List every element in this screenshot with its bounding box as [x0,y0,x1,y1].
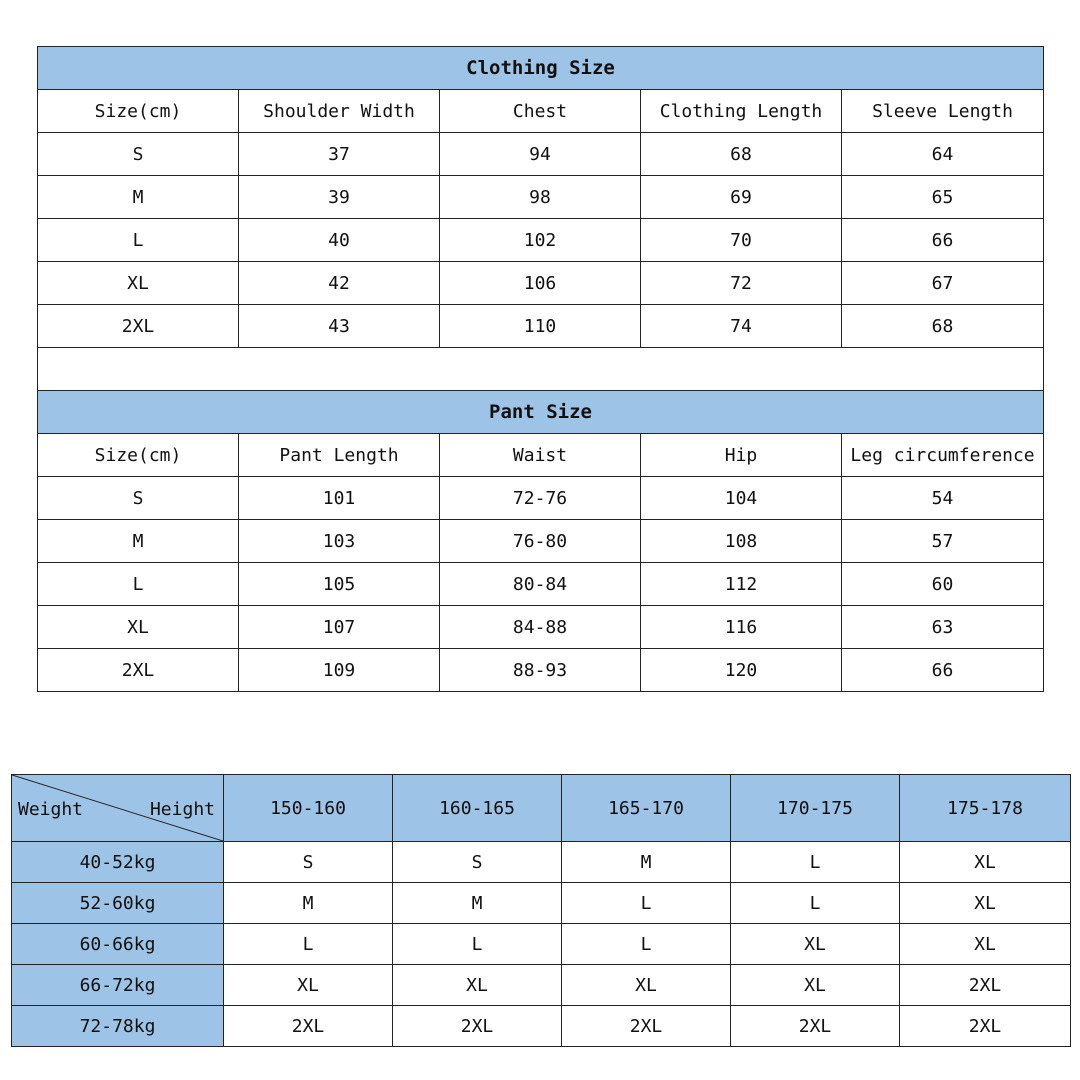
recommended-size-cell: 2XL [393,1006,562,1047]
recommended-size-cell: XL [900,842,1071,883]
clothing-size-header-row [38,90,1044,133]
clothing-size-cell: S [38,133,239,176]
clothing-size-cell: 66 [842,219,1044,262]
weight-range-cell: 40-52kg [12,842,224,883]
pant-size-cell: 80-84 [440,563,641,606]
pant-size-title: Pant Size [38,391,1044,434]
pant-size-cell: 112 [641,563,842,606]
clothing-size-cell: 98 [440,176,641,219]
table-row [12,883,1071,924]
clothing-size-column-header: Sleeve Length [842,90,1044,133]
recommended-size-cell: L [562,883,731,924]
height-header-row [12,775,1071,842]
table-row [38,606,1044,649]
recommended-size-cell: 2XL [900,965,1071,1006]
pant-size-cell: 66 [842,649,1044,692]
height-range-header: 165-170 [562,775,731,842]
pant-size-cell: 107 [239,606,440,649]
table-row [38,477,1044,520]
height-range-header: 175-178 [900,775,1071,842]
spacer-cell [38,348,1044,391]
pant-size-cell: 104 [641,477,842,520]
pant-size-cell: M [38,520,239,563]
weight-height-corner [12,775,224,842]
pant-size-cell: 84-88 [440,606,641,649]
recommended-size-cell: 2XL [224,1006,393,1047]
pant-size-cell: 72-76 [440,477,641,520]
table-row [38,520,1044,563]
recommended-size-cell: XL [731,924,900,965]
recommended-size-cell: XL [900,883,1071,924]
weight-range-cell: 66-72kg [12,965,224,1006]
table-row [38,133,1044,176]
clothing-size-cell: L [38,219,239,262]
clothing-size-cell: 43 [239,305,440,348]
pant-size-cell: 108 [641,520,842,563]
table-row [12,1006,1071,1047]
clothing-size-column-header: Size(cm) [38,90,239,133]
recommended-size-cell: 2XL [900,1006,1071,1047]
clothing-size-cell: 40 [239,219,440,262]
recommended-size-cell: M [224,883,393,924]
weight-label: Weight [18,799,84,820]
height-range-header: 170-175 [731,775,900,842]
recommended-size-cell: XL [900,924,1071,965]
clothing-size-cell: 70 [641,219,842,262]
pant-size-cell: 54 [842,477,1044,520]
size-chart-table [37,46,1044,692]
recommended-size-cell: L [393,924,562,965]
pant-size-cell: 120 [641,649,842,692]
pant-size-title-row [38,391,1044,434]
pant-size-cell: 105 [239,563,440,606]
table-row [38,176,1044,219]
recommended-size-cell: XL [393,965,562,1006]
weight-range-cell: 60-66kg [12,924,224,965]
recommended-size-cell: L [731,883,900,924]
recommended-size-cell: XL [562,965,731,1006]
recommended-size-cell: XL [224,965,393,1006]
pant-size-column-header: Hip [641,434,842,477]
recommended-size-cell: M [562,842,731,883]
pant-size-cell: 2XL [38,649,239,692]
clothing-size-cell: 2XL [38,305,239,348]
recommended-size-cell: 2XL [731,1006,900,1047]
pant-size-column-header: Size(cm) [38,434,239,477]
clothing-size-cell: 68 [842,305,1044,348]
height-range-header: 160-165 [393,775,562,842]
recommended-size-cell: M [393,883,562,924]
table-row [12,842,1071,883]
spacer-row [38,348,1044,391]
pant-size-cell: 57 [842,520,1044,563]
clothing-size-cell: XL [38,262,239,305]
clothing-size-cell: 72 [641,262,842,305]
clothing-size-cell: 37 [239,133,440,176]
clothing-size-cell: 67 [842,262,1044,305]
weight-range-cell: 52-60kg [12,883,224,924]
height-label: Height [149,799,215,820]
recommended-size-cell: L [562,924,731,965]
clothing-size-cell: 39 [239,176,440,219]
clothing-size-cell: 102 [440,219,641,262]
recommended-size-cell: L [731,842,900,883]
clothing-size-cell: 106 [440,262,641,305]
table-row [38,305,1044,348]
recommended-size-cell: XL [731,965,900,1006]
clothing-size-column-header: Chest [440,90,641,133]
clothing-size-cell: 110 [440,305,641,348]
pant-size-cell: S [38,477,239,520]
clothing-size-cell: M [38,176,239,219]
table-row [12,924,1071,965]
pant-size-cell: 101 [239,477,440,520]
table-row [38,262,1044,305]
size-recommendation-table [11,774,1071,1047]
pant-size-header-row [38,434,1044,477]
clothing-size-title-row [38,47,1044,90]
pant-size-column-header: Waist [440,434,641,477]
pant-size-cell: 76-80 [440,520,641,563]
clothing-size-title: Clothing Size [38,47,1044,90]
pant-size-cell: XL [38,606,239,649]
pant-size-cell: 103 [239,520,440,563]
pant-size-column-header: Leg circumference [842,434,1044,477]
clothing-size-cell: 69 [641,176,842,219]
table-row [38,219,1044,262]
pant-size-column-header: Pant Length [239,434,440,477]
clothing-size-column-header: Clothing Length [641,90,842,133]
table-row [38,649,1044,692]
clothing-size-column-header: Shoulder Width [239,90,440,133]
pant-size-cell: L [38,563,239,606]
recommended-size-cell: S [393,842,562,883]
clothing-size-cell: 42 [239,262,440,305]
clothing-size-cell: 74 [641,305,842,348]
weight-range-cell: 72-78kg [12,1006,224,1047]
height-range-header: 150-160 [224,775,393,842]
table-row [12,965,1071,1006]
clothing-size-cell: 65 [842,176,1044,219]
pant-size-cell: 63 [842,606,1044,649]
table-row [38,563,1044,606]
recommended-size-cell: 2XL [562,1006,731,1047]
recommended-size-cell: L [224,924,393,965]
clothing-size-cell: 68 [641,133,842,176]
pant-size-cell: 116 [641,606,842,649]
recommended-size-cell: S [224,842,393,883]
clothing-size-cell: 64 [842,133,1044,176]
pant-size-cell: 60 [842,563,1044,606]
pant-size-cell: 88-93 [440,649,641,692]
pant-size-cell: 109 [239,649,440,692]
clothing-size-cell: 94 [440,133,641,176]
